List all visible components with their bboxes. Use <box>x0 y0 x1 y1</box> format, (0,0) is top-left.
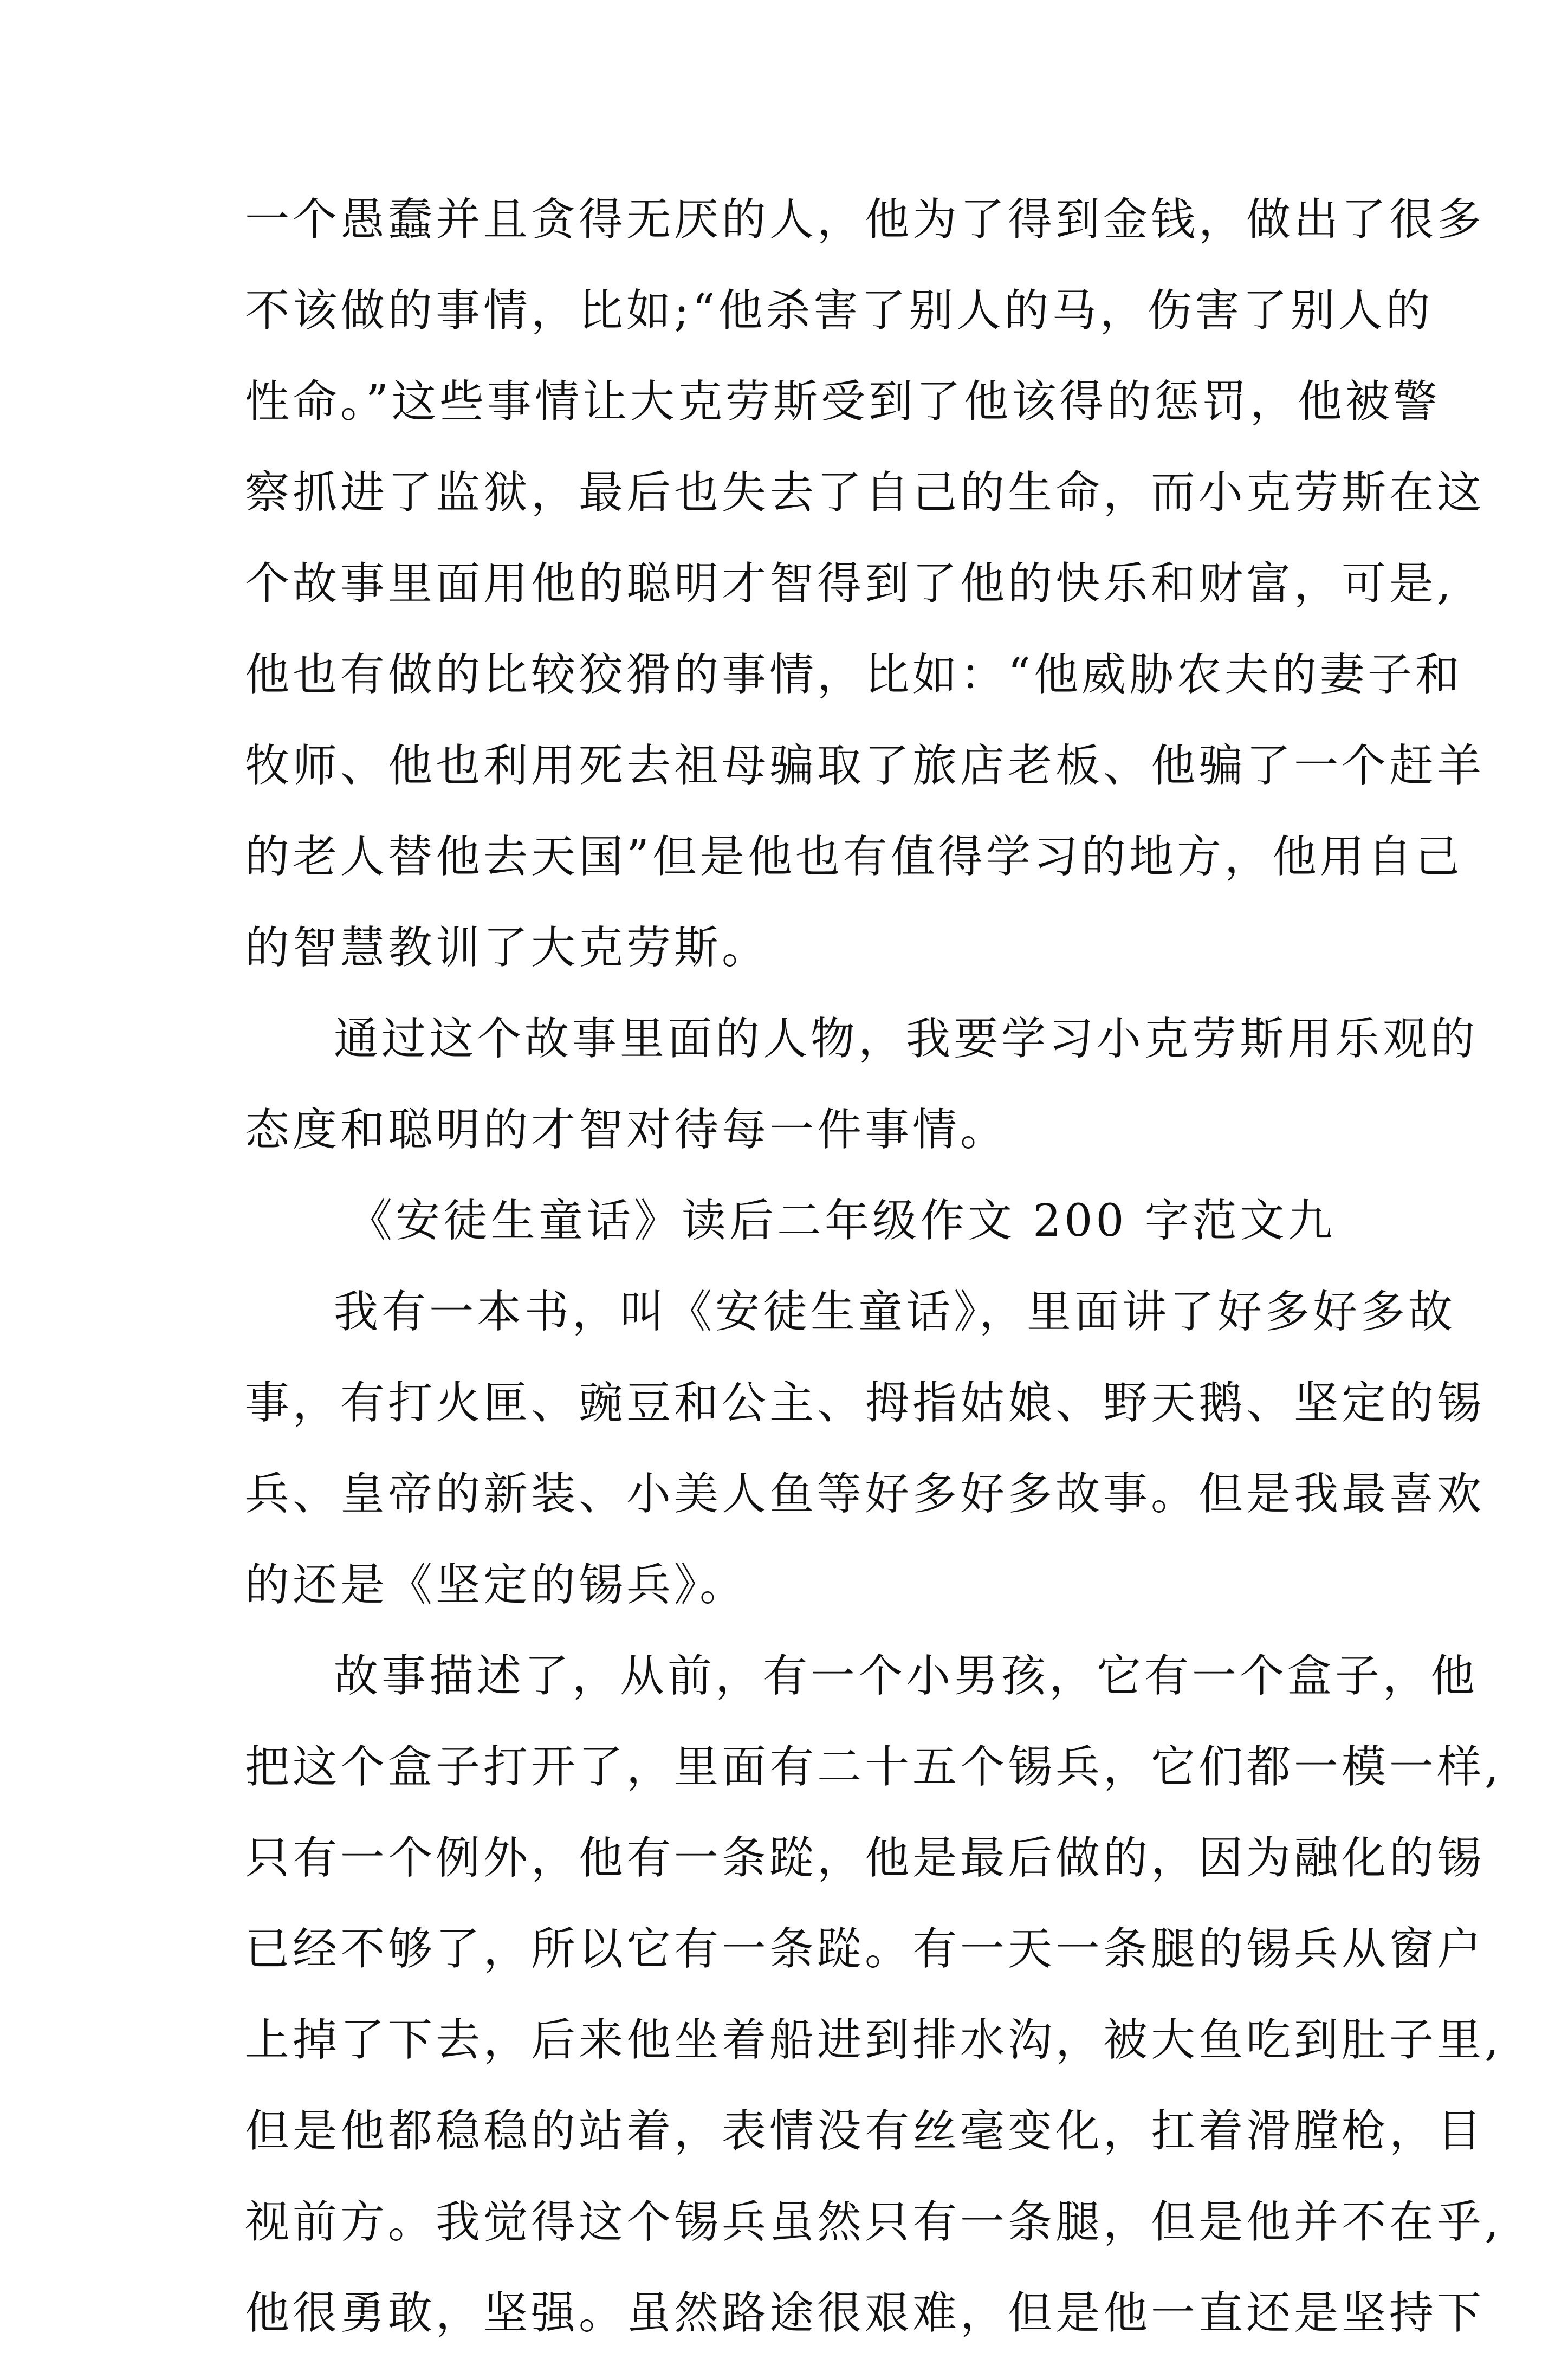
text-line: 个故事里面用他的聪明才智得到了他的快乐和财富，可是, <box>245 558 1455 610</box>
text-line: 把这个盒子打开了，里面有二十五个锡兵，它们都一模一样, <box>245 1741 1502 1793</box>
paragraph-first-line: 通过这个故事里面的人物，我要学习小克劳斯用乐观的 <box>334 1013 1479 1065</box>
text-line: 一个愚蠢并且贪得无厌的人，他为了得到金钱，做出了很多 <box>245 194 1485 245</box>
text-line: 牧师、他也利用死去祖母骗取了旅店老板、他骗了一个赶羊 <box>245 740 1485 792</box>
text-line: 事，有打火匣、豌豆和公主、拇指姑娘、野天鹅、坚定的锡 <box>245 1377 1485 1429</box>
text-line: 察抓进了监狱，最后也失去了自己的生命，而小克劳斯在这 <box>245 467 1485 519</box>
text-line: 上掉了下去，后来他坐着船进到排水沟，被大鱼吃到肚子里, <box>245 2014 1502 2066</box>
document-body <box>245 174 1502 2359</box>
paragraph-first-line: 我有一本书，叫《安徒生童话》，里面讲了好多好多故 <box>334 1286 1456 1338</box>
text-line: 的智慧教训了大克劳斯。 <box>245 922 770 974</box>
text-line: 的还是《坚定的锡兵》。 <box>245 1559 748 1611</box>
text-line: 他很勇敢，坚强。虽然路途很艰难，但是他一直还是坚持下 <box>245 2287 1485 2339</box>
text-line: 不该做的事情，比如;“他杀害了别人的马，伤害了别人的 <box>245 285 1434 336</box>
text-line: 只有一个例外，他有一条踨，他是最后做的，因为融化的锡 <box>245 1832 1485 1884</box>
text-line: 视前方。我觉得这个锡兵虽然只有一条腿，但是他并不在乎, <box>245 2196 1502 2248</box>
paragraph-first-line: 故事描述了，从前，有一个小男孩，它有一个盒子，他 <box>334 1650 1479 1702</box>
text-line: 的老人替他去天国”但是他也有值得学习的地方，他用自己 <box>245 831 1463 883</box>
text-line: 性命。”这些事情让大克劳斯受到了他该得的惩罚，他被警 <box>245 376 1441 427</box>
text-line: 态度和聪明的才智对待每一件事情。 <box>245 1104 1008 1156</box>
text-line: 已经不够了，所以它有一条踨。有一天一条腿的锡兵从窗户 <box>245 1923 1485 1975</box>
section-title: 《安徒生童话》读后二年级作文 200 字范文九 <box>348 1195 1336 1247</box>
text-line: 他也有做的比较狡猾的事情，比如：“他威胁农夫的妻子和 <box>245 649 1463 701</box>
text-line: 但是他都稳稳的站着，表情没有丝毫变化，扛着滑膛枪，目 <box>245 2105 1485 2157</box>
text-line: 兵、皇帝的新装、小美人鱼等好多好多故事。但是我最喜欢 <box>245 1468 1485 1520</box>
